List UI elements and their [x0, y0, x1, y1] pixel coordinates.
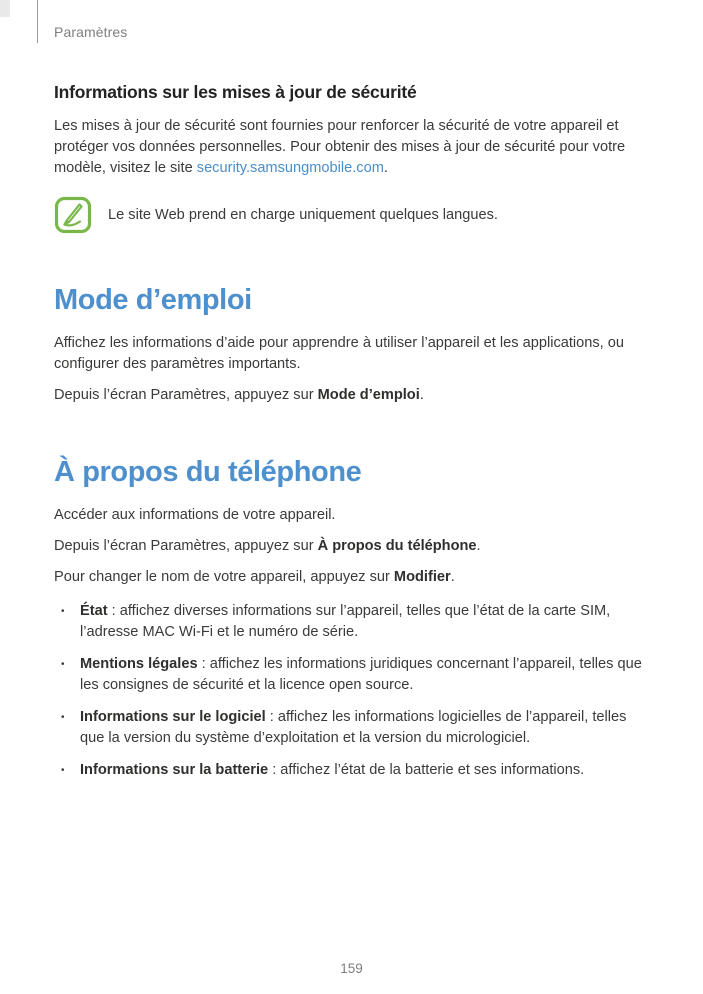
mode-emploi-paragraph2	[54, 385, 650, 406]
a-propos-paragraph3	[54, 567, 650, 588]
header-vertical-rule	[37, 0, 38, 43]
a-propos-p2-suffix: .	[476, 538, 481, 554]
a-propos-p3-prefix: Pour changer le nom de votre appareil, appuyez sur	[54, 569, 394, 585]
mode-emploi-p2-prefix: Depuis l’écran Paramètres, appuyez sur	[54, 387, 318, 403]
security-samsungmobile-link[interactable]: security.samsungmobile.com	[196, 160, 384, 176]
a-propos-bullet-list	[54, 601, 650, 781]
a-propos-p2-bold: À propos du téléphone	[317, 538, 477, 554]
mode-emploi-paragraph1: Affichez les informations d’aide pour apprendre à utiliser l’appareil et les applications, ou configurer des paramètres importants.	[54, 335, 625, 372]
bullet-etat-text: : affichez diverses informations sur l’appareil, telles que l’état de la carte SIM, l’adresse MAC Wi-Fi et le numéro de série.	[80, 603, 611, 640]
bullet-item-etat	[54, 601, 650, 643]
bullet-item-infos-batterie	[54, 760, 650, 781]
pencil-note-icon	[54, 196, 92, 234]
bullet-batterie-bold: Informations sur la batterie	[80, 762, 269, 778]
a-propos-p3-bold: Modifier	[393, 569, 451, 585]
mode-emploi-p2-suffix: .	[419, 387, 424, 403]
a-propos-p3-suffix: .	[450, 569, 455, 585]
bullet-item-mentions-legales	[54, 654, 650, 696]
a-propos-heading: À propos du téléphone	[54, 456, 362, 488]
bullet-batterie-text: : affichez l’état de la batterie et ses informations.	[268, 762, 585, 778]
a-propos-p2-prefix: Depuis l’écran Paramètres, appuyez sur	[54, 538, 318, 554]
note-callout	[54, 196, 650, 234]
page-number: 159	[340, 961, 363, 976]
security-updates-text-before-link: Les mises à jour de sécurité sont fournies pour renforcer la sécurité de votre appareil et protéger vos données personnelles. Pour obtenir des mises à jour de sécurité pour votre modèle, visitez le site	[54, 118, 626, 176]
bullet-logiciel-bold: Informations sur le logiciel	[80, 709, 266, 725]
security-updates-heading: Informations sur les mises à jour de sécurité	[54, 82, 417, 102]
bullet-mentions-text: : affichez les informations juridiques concernant l’appareil, telles que les consignes de sécurité et la licence open source.	[80, 656, 642, 693]
security-updates-text-after-link: .	[383, 160, 388, 176]
mode-emploi-p2-bold: Mode d’emploi	[317, 387, 420, 403]
bullet-mentions-bold: Mentions légales	[80, 656, 198, 672]
page-content	[54, 82, 650, 792]
mode-emploi-heading: Mode d’emploi	[54, 284, 252, 316]
bullet-logiciel-text: : affichez les informations logicielles de l’appareil, telles que la version du système d’exploitation et la version du micrologiciel.	[80, 709, 627, 746]
a-propos-paragraph1: Accéder aux informations de votre appareil.	[54, 507, 336, 523]
running-header: Paramètres	[54, 24, 128, 40]
a-propos-paragraph2	[54, 536, 650, 557]
bullet-etat-bold: État	[80, 603, 108, 619]
scan-corner-artifact	[0, 0, 10, 17]
note-text: Le site Web prend en charge uniquement quelques langues.	[108, 207, 498, 223]
security-updates-paragraph	[54, 116, 650, 179]
bullet-item-infos-logiciel	[54, 707, 650, 749]
